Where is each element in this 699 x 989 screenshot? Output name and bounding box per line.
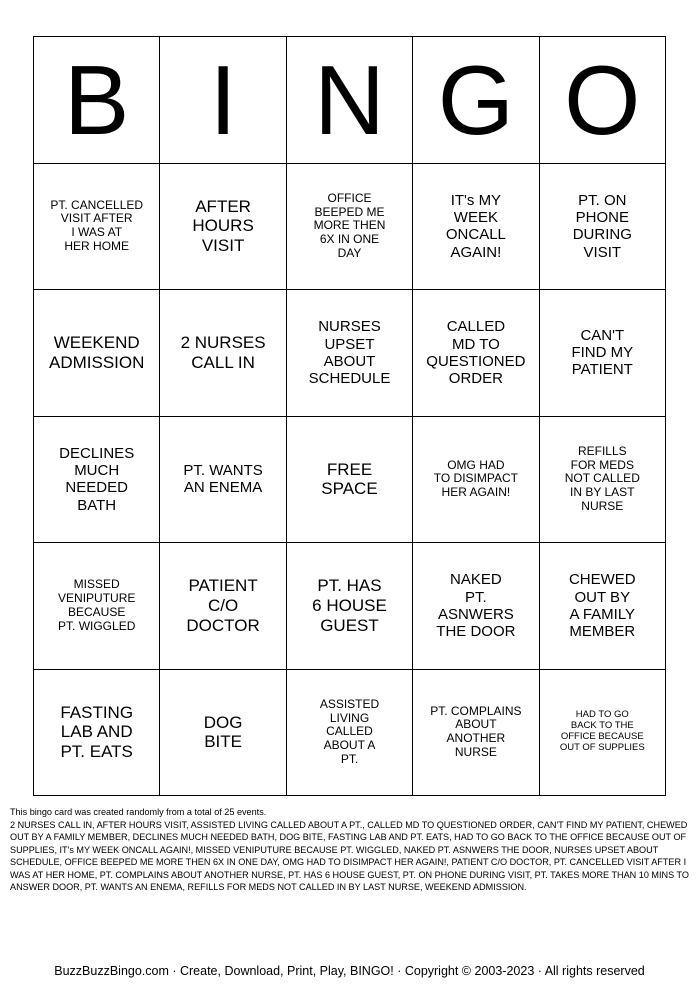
bingo-square: HAD TO GO BACK TO THE OFFICE BECAUSE OUT OF SUPPLIES <box>540 670 666 797</box>
bingo-square: IT's MY WEEK ONCALL AGAIN! <box>413 164 539 291</box>
card-info-text <box>10 806 690 894</box>
bingo-square: PT. CANCELLED VISIT AFTER I WAS AT HER HOME <box>34 164 160 291</box>
header-letter-g: G <box>413 37 539 164</box>
bingo-square: DECLINES MUCH NEEDED BATH <box>34 417 160 544</box>
events-list: 2 NURSES CALL IN, AFTER HOURS VISIT, ASSISTED LIVING CALLED ABOUT A PT., CALLED MD TO QUESTIONED ORDER, CAN'T FIND MY PATIENT, CHEWED OUT BY A FAMILY MEMBER, DECLINES MUCH NEEDED BATH, DOG BITE, FASTING LAB AND PT. EATS, HAD TO GO BACK TO THE OFFICE BECAUSE OUT OF SUPPLIES, IT's MY WEEK ONCALL AGAIN!, MISSED VENIPUTURE BECAUSE PT. WIGGLED, NAKED PT. ASNWERS THE DOOR, NURSES UPSET ABOUT SCHEDULE, OFFICE BEEPED ME MORE THEN 6X IN ONE DAY, OMG HAD TO DISIMPACT HER AGAIN!, PATIENT C/O DOCTOR, PT. CANCELLED VISIT AFTER I WAS AT HER HOME, PT. COMPLAINS ABOUT ANOTHER NURSE, PT. HAS 6 HOUSE GUEST, PT. ON PHONE DURING VISIT, PT. TAKES MORE THAN 10 MINS TO ANSWER DOOR, PT. WANTS AN ENEMA, REFILLS FOR MEDS NOT CALLED IN BY LAST NURSE, WEEKEND ADMISSION. <box>10 819 689 893</box>
bingo-square: MISSED VENIPUTURE BECAUSE PT. WIGGLED <box>34 543 160 670</box>
bingo-square: ASSISTED LIVING CALLED ABOUT A PT. <box>287 670 413 797</box>
bingo-square: AFTER HOURS VISIT <box>160 164 286 291</box>
header-letter-n: N <box>287 37 413 164</box>
free-space-square: FREE SPACE <box>287 417 413 544</box>
header-letter-b: B <box>34 37 160 164</box>
bingo-square: REFILLS FOR MEDS NOT CALLED IN BY LAST NURSE <box>540 417 666 544</box>
bingo-square: CHEWED OUT BY A FAMILY MEMBER <box>540 543 666 670</box>
bingo-square: NURSES UPSET ABOUT SCHEDULE <box>287 290 413 417</box>
bingo-square: DOG BITE <box>160 670 286 797</box>
bingo-card <box>33 36 666 796</box>
bingo-square: WEEKEND ADMISSION <box>34 290 160 417</box>
header-letter-i: I <box>160 37 286 164</box>
bingo-square: PATIENT C/O DOCTOR <box>160 543 286 670</box>
bingo-square: PT. COMPLAINS ABOUT ANOTHER NURSE <box>413 670 539 797</box>
bingo-square: 2 NURSES CALL IN <box>160 290 286 417</box>
bingo-square: PT. HAS 6 HOUSE GUEST <box>287 543 413 670</box>
bingo-square: NAKED PT. ASNWERS THE DOOR <box>413 543 539 670</box>
bingo-square: PT. WANTS AN ENEMA <box>160 417 286 544</box>
bingo-square: FASTING LAB AND PT. EATS <box>34 670 160 797</box>
bingo-square: CALLED MD TO QUESTIONED ORDER <box>413 290 539 417</box>
bingo-square: CAN'T FIND MY PATIENT <box>540 290 666 417</box>
bingo-square: PT. ON PHONE DURING VISIT <box>540 164 666 291</box>
header-letter-o: O <box>540 37 666 164</box>
site-footer: BuzzBuzzBingo.com · Create, Download, Print, Play, BINGO! · Copyright © 2003-2023 · All rights reserved <box>54 964 645 978</box>
events-total-note: This bingo card was created randomly from a total of 25 events. <box>10 807 267 817</box>
bingo-square: OFFICE BEEPED ME MORE THEN 6X IN ONE DAY <box>287 164 413 291</box>
bingo-square: OMG HAD TO DISIMPACT HER AGAIN! <box>413 417 539 544</box>
